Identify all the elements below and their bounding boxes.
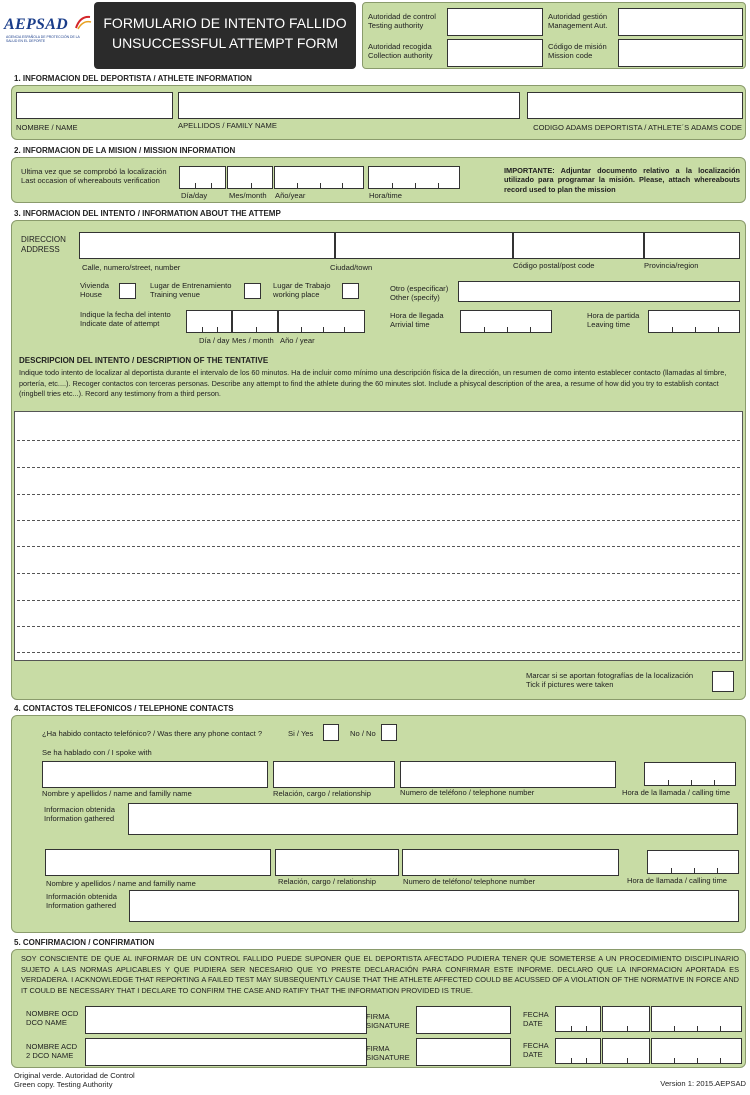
athlete-info-panel xyxy=(11,85,746,140)
athlete-name-field[interactable] xyxy=(16,92,173,119)
contact1-phone-field[interactable] xyxy=(400,761,616,788)
city-label: Ciudad/town xyxy=(330,263,373,272)
declaration-text: SOY CONSCIENTE DE QUE AL INFORMAR DE UN CONTROL FALLIDO PUEDE SUPONER QUE EL DEPORTISTA AFECTADO PUDIERA TENER QUE SOMETERSE A UN PROCEDIMIENTO DISCIPLINARIO SUJETO A LAS NORMAS APLICABLES Y QUE PUDIERA SER NECESARIO QUE YO PRESTE DECLARACIÓN PARA CONFIRMAR ESTE INFORME. DECLARO QUE LA INFORMACION APORTADA ES VERDADERA. I ACKNOWLEDGE THAT REPORTING A FAILED TEST MAY SUBSEQUENTLY CAUSE THAT THE ATHLETE AFFECTED COULD BE ACUSSED OF A VIOLATION OF THE NORMATIVE IN FORCE AND IT COULD BE NECESSARY THAT I DECLARE TO CONFIRM THE CASE AND RATIFY THAT THE INFORMATION PROVIDED IS TRUE. xyxy=(21,954,739,996)
contact2-time-field[interactable] xyxy=(647,850,739,874)
work-place-checkbox[interactable] xyxy=(342,283,359,299)
mission-info-panel xyxy=(11,157,746,203)
testing-authority-label: Autoridad de control Testing authority xyxy=(368,12,436,31)
logo-subtitle: AGENCIA ESPAÑOLA DE PROTECCIÓN DE LA SALUD EN EL DEPORTE xyxy=(6,35,80,44)
contact2-phone-label: Numero de teléfono/ telephone number xyxy=(403,877,536,886)
dco1-name-label: NOMBRE OCD DCO NAME xyxy=(26,1009,79,1028)
attempt-day-field[interactable] xyxy=(186,310,232,333)
logo xyxy=(4,16,90,50)
verification-hour-field[interactable] xyxy=(368,166,460,189)
postal-label: Código postal/post code xyxy=(513,261,595,270)
leaving-time-field[interactable] xyxy=(648,310,740,333)
verification-year-label: Año/year xyxy=(275,191,306,200)
athlete-family-name-field[interactable] xyxy=(178,92,520,119)
logo-flame-icon xyxy=(74,14,92,30)
last-verification-label: Ultima vez que se comprobó la localización Last occasion of whereabouts verification xyxy=(21,167,167,186)
dco1-date-day-field[interactable] xyxy=(555,1006,601,1032)
verification-day-field[interactable] xyxy=(179,166,226,189)
contact2-name-field[interactable] xyxy=(45,849,271,876)
arrival-time-field[interactable] xyxy=(460,310,552,333)
version-label: Version 1: 2015.AEPSAD xyxy=(660,1079,746,1088)
contact1-name-field[interactable] xyxy=(42,761,268,788)
athlete-family-name-label: APELLIDOS / FAMILY NAME xyxy=(178,121,277,130)
section4-title: 4. CONTACTOS TELEFONICOS / TELEPHONE CONTACTS xyxy=(14,704,234,713)
attempt-year-field[interactable] xyxy=(278,310,365,333)
dco1-date-year-field[interactable] xyxy=(651,1006,742,1032)
dco1-signature-field[interactable] xyxy=(416,1006,511,1034)
dco1-name-field[interactable] xyxy=(85,1006,367,1034)
copy-note: Original verde. Autoridad de Control Green copy. Testing Authority xyxy=(14,1071,135,1090)
other-label: Otro (especificar) Other (specify) xyxy=(390,284,449,303)
verification-hour-label: Hora/time xyxy=(369,191,402,200)
athlete-adams-code-field[interactable] xyxy=(527,92,743,119)
contact2-relation-label: Relación, cargo / relationship xyxy=(278,877,376,886)
form-title-es: FORMULARIO DE INTENTO FALLIDO xyxy=(103,15,347,31)
description-instructions: Indique todo intento de localizar al deportista durante el intervalo de los 60 minutos. Ha de incluir como mínimo una descripción física de la dirección, un resumen de como intento establecer contacto (llamadas al timbre, portería, etc....). Recoger contactos con terceras personas. Describe any attempt to find the athlete during the 60 minutes slot. Include a phisycal description of the area, a resume of how did you try to establish contact (ringbell tries etc...). Record any testimony from a third person. xyxy=(19,368,727,399)
province-label: Provincia/region xyxy=(644,261,699,270)
phone-yes-label: Si / Yes xyxy=(288,729,314,738)
contact1-info-label: Informacion obtenida Information gathered xyxy=(44,805,115,824)
contact2-phone-field[interactable] xyxy=(402,849,619,876)
description-textarea[interactable] xyxy=(14,411,743,661)
attempt-day-label: Día / day xyxy=(199,336,230,345)
training-venue-checkbox[interactable] xyxy=(244,283,261,299)
verification-year-field[interactable] xyxy=(274,166,364,189)
collection-authority-label: Autoridad recogida Collection authority xyxy=(368,42,433,61)
pictures-checkbox[interactable] xyxy=(712,671,734,692)
athlete-name-label: NOMBRE / NAME xyxy=(16,123,78,132)
contact1-name-label: Nombre y apellidos / name and familly name xyxy=(42,789,192,798)
mission-code-field[interactable] xyxy=(618,39,743,67)
phone-question-label: ¿Ha habido contacto telefónico? / Was there any phone contact ? xyxy=(42,729,263,738)
authority-panel xyxy=(362,2,746,69)
athlete-adams-code-label: CODIGO ADAMS DEPORTISTA / ATHLETE´S ADAMS CODE xyxy=(533,123,742,132)
collection-authority-field[interactable] xyxy=(447,39,543,67)
attempt-year-label: Año / year xyxy=(280,336,315,345)
leaving-time-label: Hora de partida Leaving time xyxy=(587,311,640,330)
contact2-relation-field[interactable] xyxy=(275,849,399,876)
contact1-info-field[interactable] xyxy=(128,803,738,835)
other-specify-field[interactable] xyxy=(458,281,740,302)
arrival-time-label: Hora de llegada Arrivial time xyxy=(390,311,444,330)
verification-month-field[interactable] xyxy=(227,166,273,189)
phone-yes-checkbox[interactable] xyxy=(323,724,339,741)
important-note: IMPORTANTE: Adjuntar documento relativo a la localización utilizado para programar la misión. Please, attach whereabouts record used to plan the mission xyxy=(504,166,740,194)
contact1-time-field[interactable] xyxy=(644,762,736,786)
phone-no-label: No / No xyxy=(350,729,376,738)
pictures-label: Marcar si se aportan fotografías de la localización Tick if pictures were taken xyxy=(526,671,694,690)
attempt-info-panel xyxy=(11,220,746,700)
telephone-contacts-panel xyxy=(11,715,746,933)
contact1-phone-label: Numero de teléfono / telephone number xyxy=(400,788,535,797)
dco1-date-label: FECHA DATE xyxy=(523,1010,549,1029)
dco2-signature-field[interactable] xyxy=(416,1038,511,1066)
house-checkbox[interactable] xyxy=(119,283,136,299)
address-city-field[interactable] xyxy=(335,232,513,259)
section2-title: 2. INFORMACION DE LA MISION / MISSION INFORMATION xyxy=(14,146,236,155)
dco2-name-label: NOMBRE ACD 2 DCO NAME xyxy=(26,1042,78,1061)
verification-month-label: Mes/month xyxy=(229,191,267,200)
section1-title: 1. INFORMACION DEL DEPORTISTA / ATHLETE INFORMATION xyxy=(14,74,252,83)
confirmation-panel xyxy=(11,949,746,1068)
dco1-date-month-field[interactable] xyxy=(602,1006,650,1032)
description-title: DESCRIPCION DEL INTENTO / DESCRIPTION OF THE TENTATIVE xyxy=(19,356,269,365)
testing-authority-field[interactable] xyxy=(447,8,543,36)
form-title-en: UNSUCCESSFUL ATTEMPT FORM xyxy=(111,35,339,51)
management-authority-field[interactable] xyxy=(618,8,743,36)
address-province-field[interactable] xyxy=(644,232,740,259)
attempt-month-field[interactable] xyxy=(232,310,278,333)
contact2-name-label: Nombre y apellidos / name and familly name xyxy=(46,879,196,888)
address-postal-field[interactable] xyxy=(513,232,644,259)
work-place-label: Lugar de Trabajo working place xyxy=(273,281,331,300)
contact2-info-field[interactable] xyxy=(129,890,739,922)
contact2-time-label: Hora de llamada / calling time xyxy=(627,876,728,885)
management-authority-label: Autoridad gestión Management Aut. xyxy=(548,12,608,31)
dco2-date-day-field[interactable] xyxy=(555,1038,601,1064)
address-label: DIRECCION ADDRESS xyxy=(21,235,66,254)
dco2-date-year-field[interactable] xyxy=(651,1038,742,1064)
attempt-month-label: Mes / month xyxy=(232,336,274,345)
dco1-signature-label: FIRMA SIGNATURE xyxy=(366,1012,410,1031)
title-block xyxy=(94,2,356,69)
section5-title: 5. CONFIRMACION / CONFIRMATION xyxy=(14,938,155,947)
house-label: Vivienda House xyxy=(80,281,109,300)
dco2-name-field[interactable] xyxy=(85,1038,367,1066)
address-street-field[interactable] xyxy=(79,232,335,259)
section3-title: 3. INFORMACION DEL INTENTO / INFORMATION ABOUT THE ATTEMP xyxy=(14,209,281,218)
street-label: Calle, numero/street, number xyxy=(82,263,181,272)
dco2-date-label: FECHA DATE xyxy=(523,1041,549,1060)
phone-no-checkbox[interactable] xyxy=(381,724,397,741)
attempt-date-label: Indique la fecha del intento Indicate date of attempt xyxy=(80,310,171,329)
dco2-date-month-field[interactable] xyxy=(602,1038,650,1064)
verification-day-label: Día/day xyxy=(181,191,208,200)
training-venue-label: Lugar de Entrenamiento Training venue xyxy=(150,281,232,300)
spoke-with-label: Se ha hablado con / I spoke with xyxy=(42,748,152,757)
contact2-info-label: Información obtenida Information gathered xyxy=(46,892,117,911)
contact1-relation-field[interactable] xyxy=(273,761,395,788)
logo-text: AEPSAD xyxy=(4,16,69,33)
contact1-relation-label: Relación, cargo / relationship xyxy=(273,789,371,798)
mission-code-label: Código de misión Mission code xyxy=(548,42,607,61)
dco2-signature-label: FIRMA SIGNATURE xyxy=(366,1044,410,1063)
contact1-time-label: Hora de la llamada / calling time xyxy=(622,788,731,797)
